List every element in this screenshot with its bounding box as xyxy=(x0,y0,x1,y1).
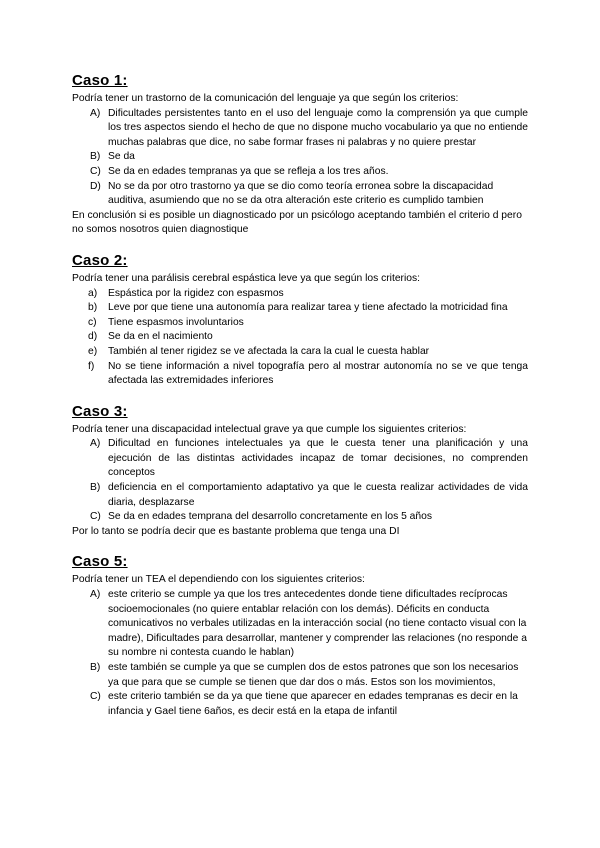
section-title: Caso 1: xyxy=(72,72,128,89)
list-item xyxy=(72,165,528,180)
criteria-list xyxy=(72,287,528,389)
list-marker: C) xyxy=(90,165,101,177)
list-item-text: este también se cumple ya que se cumplen dos de estos patrones que son los necesarios ya que para que se cumple se tienen que dar dos o más. Estos son los movimientos, xyxy=(108,662,519,688)
section-title: Caso 5: xyxy=(72,553,128,571)
list-item-text: Tiene espasmos involuntarios xyxy=(108,316,244,328)
section-title: Caso 3: xyxy=(72,402,128,420)
list-item xyxy=(72,345,528,360)
list-item xyxy=(72,330,528,345)
list-marker: B) xyxy=(90,482,101,494)
list-marker: A) xyxy=(90,438,101,450)
list-item-text: No se da por otro trastorno ya que se dio como teoría erronea sobre la discapacidad auditiva, asumiendo que no se da otra alteración este criterio es cumplido tambien xyxy=(108,180,494,207)
section-intro: Podría tener una discapacidad intelectual grave ya que cumple los siguientes criterios: xyxy=(72,423,467,435)
list-item xyxy=(72,360,528,389)
criteria-list xyxy=(72,107,528,209)
list-item xyxy=(72,316,528,331)
list-item xyxy=(72,437,528,481)
list-marker: B) xyxy=(90,662,101,673)
list-item-text: deficiencia en el comportamiento adaptativo ya que le cuesta realizar actividades de vida diaria, desplazarse xyxy=(108,482,528,508)
list-marker: B) xyxy=(90,151,101,163)
list-item xyxy=(72,690,528,719)
list-marker: d) xyxy=(88,331,98,343)
criteria-list xyxy=(72,588,528,719)
list-marker: c) xyxy=(88,316,97,328)
list-item-text: También al tener rigidez se ve afectada la cara la cual le cuesta hablar xyxy=(108,345,430,357)
section-caso-3 xyxy=(72,403,528,540)
section-intro: Podría tener una parálisis cerebral espástica leve ya que según los criterios: xyxy=(72,272,420,284)
list-item xyxy=(72,301,528,316)
list-item-text: este criterio se cumple ya que los tres antecedentes donde tiene dificultades recíprocas socioemocionales (no quiere entablar relación con los demás). Déficits en conducta comunicativos no verbales utilizadas en la interacción social (no tiene contacto visual con la madre), Dificultades para desarrollar, mantener y comprender las relaciones (no responde a su nombre ni contesta cuando le hablan) xyxy=(108,589,527,659)
list-marker: D) xyxy=(90,180,101,192)
section-caso-5 xyxy=(72,553,528,719)
section-conclusion: Por lo tanto se podría decir que es bastante problema que tenga una DI xyxy=(72,525,400,537)
list-item-text: Dificultad en funciones intelectuales ya que le cuesta tener una planificación y una ejecución de las distintas actividades incapaz de tomar decisiones, no comprenden conceptos xyxy=(108,438,528,479)
list-item xyxy=(72,588,528,661)
criteria-list xyxy=(72,437,528,525)
list-item-text: Se da en edades temprana del desarrollo concretamente en los 5 años xyxy=(108,511,432,523)
list-marker: e) xyxy=(88,345,98,357)
list-item-text: No se tiene información a nivel topografía pero al mostrar autonomía no se ve que tenga afectada las extremidades inferiores xyxy=(108,360,528,387)
section-intro: Podría tener un trastorno de la comunicación del lenguaje ya que según los criterios: xyxy=(72,93,459,104)
section-caso-1 xyxy=(72,72,528,238)
list-item xyxy=(72,150,528,165)
section-caso-2 xyxy=(72,252,528,389)
list-item-text: Se da xyxy=(108,151,135,163)
list-item xyxy=(72,107,528,151)
list-marker: C) xyxy=(90,691,101,703)
list-marker: C) xyxy=(90,511,101,523)
list-marker: A) xyxy=(90,107,101,119)
list-item-text: Se da en el nacimiento xyxy=(108,331,213,343)
list-item xyxy=(72,180,528,209)
list-item xyxy=(72,510,528,525)
list-item-text: Espástica por la rigidez con espasmos xyxy=(108,287,284,299)
list-item xyxy=(72,481,528,510)
section-conclusion: En conclusión si es posible un diagnosticado por un psicólogo aceptando también el criterio d pero no somos nosotros quien diagnostique xyxy=(72,209,522,236)
list-marker: b) xyxy=(88,302,98,314)
list-marker: f) xyxy=(88,360,95,372)
section-title: Caso 2: xyxy=(72,251,128,269)
list-item-text: Dificultades persistentes tanto en el uso del lenguaje como la comprensión ya que cumple los tres aspectos siendo el hecho de que no dispone mucho vocabulario ya que no entiende muchas palabras que dice, no sabe formar frases ni palabras y no quiere prestar xyxy=(108,107,528,148)
list-item-text: Leve por que tiene una autonomía para realizar tarea y tiene afectado la motricidad fina xyxy=(108,302,508,314)
list-marker: A) xyxy=(90,589,101,601)
list-item-text: Se da en edades tempranas ya que se refleja a los tres años. xyxy=(108,165,389,177)
section-intro: Podría tener un TEA el dependiendo con los siguientes criterios: xyxy=(72,574,365,586)
list-item xyxy=(72,287,528,302)
list-marker: a) xyxy=(88,287,98,299)
list-item xyxy=(72,661,528,690)
list-item-text: este criterio también se da ya que tiene que aparecer en edades tempranas es decir en la infancia y Gael tiene 6años, es decir está en la etapa de infantil xyxy=(108,691,518,717)
